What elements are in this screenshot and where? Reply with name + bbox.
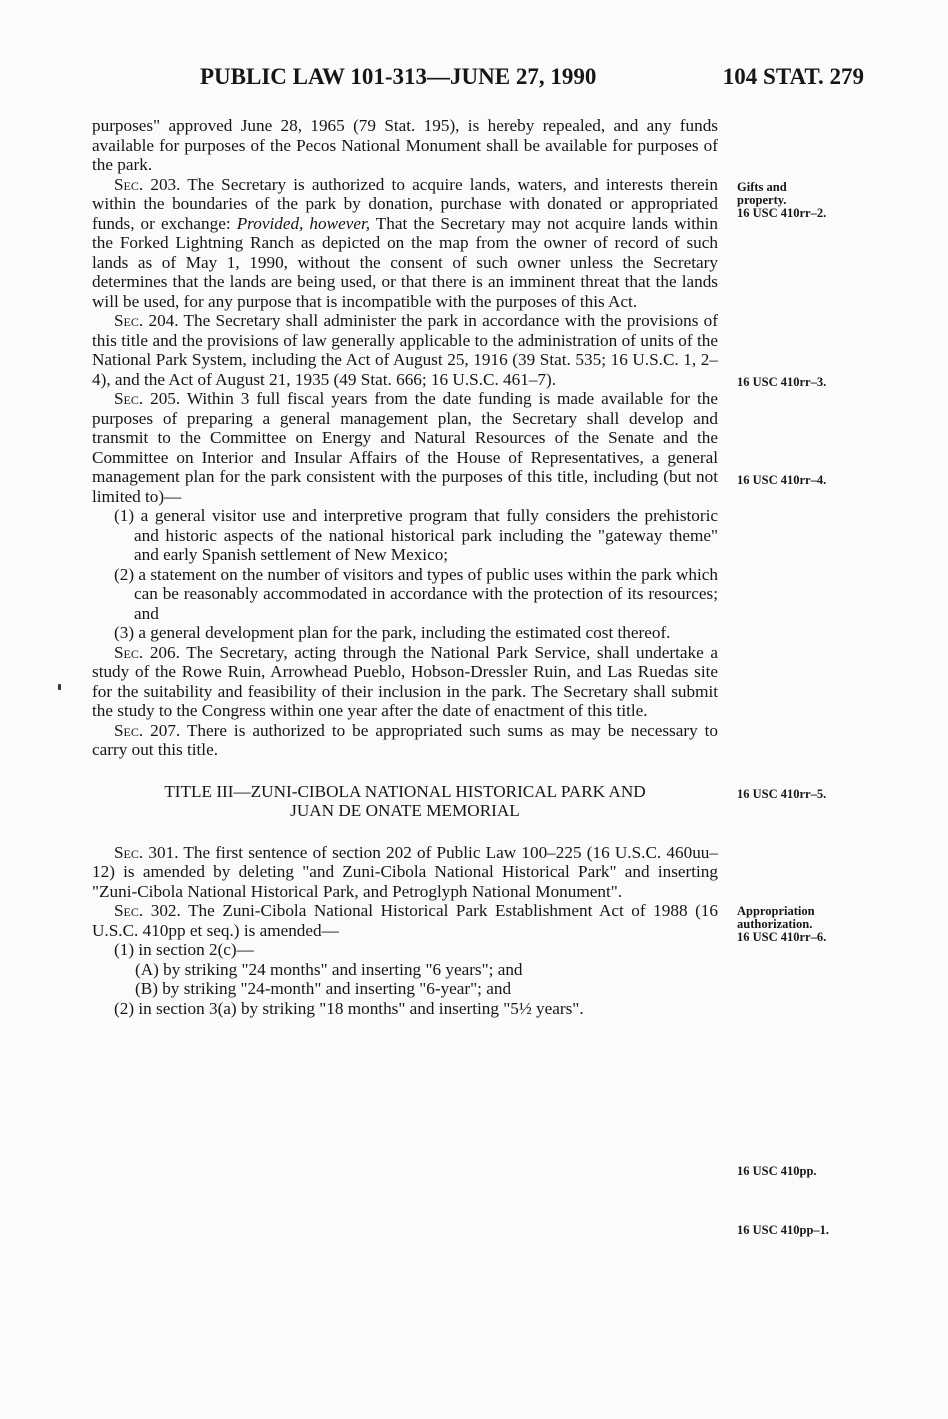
section-number: 207.: [143, 720, 187, 740]
section-205: [92, 389, 718, 506]
title-heading-line-2: JUAN DE ONATE MEMORIAL: [290, 801, 520, 820]
section-205-item-3: (3) a general development plan for the park, including the estimated cost thereof.: [114, 623, 671, 642]
margin-note-citation: 16 USC 410rr–6.: [737, 930, 827, 944]
title-heading-line-1: TITLE III—ZUNI-CIBOLA NATIONAL HISTORICAL PARK AND: [164, 781, 646, 801]
sec-label: Sec.: [114, 389, 144, 408]
statute-page-number: 104 STAT. 279: [722, 64, 864, 89]
section-number: 205.: [143, 389, 187, 408]
margin-note-citation: 16 USC 410rr–2.: [737, 206, 827, 220]
sec-label: Sec.: [114, 311, 144, 330]
section-301: [92, 843, 718, 902]
sec-label: Sec.: [114, 642, 144, 662]
sec-label: Sec.: [114, 720, 144, 740]
section-text: There is authorized to be appropriated such sums as may be necessary to carry out this title.: [92, 720, 718, 759]
margin-note-line: Appropriation: [737, 904, 815, 918]
margin-note-410rr-5: 16 USC 410rr–5.: [737, 787, 827, 801]
section-text: The first sentence of section 202 of Public Law 100–225 (16 U.S.C. 460uu–12) is amended by deleting "and Zuni-Cibola National Historical Park" and inserting "Zuni-Cibola National Historical Park, and Petroglyph National Monument".: [92, 842, 718, 901]
paragraph-continuation: purposes" approved June 28, 1965 (79 Stat. 195), is hereby repealed, and any funds available for purposes of the Pecos National Monument shall be available for purposes of the park.: [92, 116, 718, 174]
section-text: The Secretary is authorized to acquire lands, waters, and interests therein within the boundaries of the park by donation, purchase with donated or appropriated funds, or exchange:: [92, 174, 718, 233]
section-205-item-2: (2) a statement on the number of visitors and types of public uses within the park which can be reasonably accommodated in accordance with the protection of its resources; and: [114, 564, 718, 623]
section-text: Within 3 full fiscal years from the date funding is made available for the purposes of preparing a general management plan, the Secretary shall develop and transmit to the Committee on Energy and Natural Resources of the Senate and the Committee on Interior and Insular Affairs of the House of Representatives, a general management plan for the park consistent with the purposes of this title, including (but not limited to)—: [92, 389, 718, 506]
section-text: The Secretary, acting through the National Park Service, shall undertake a study of the Rowe Ruin, Arrowhead Pueblo, Hobson-Dressler Ruin, and Las Ruedas site for the suitability and feasibility of their inclusion in the park. The Secretary shall submit the study to the Congress within one year after the date of enactment of this title.: [92, 642, 718, 720]
section-text: The Secretary shall administer the park in accordance with the provisions of this title and the provisions of law generally applicable to the administration of units of the National Park System, including the Act of August 25, 1916 (39 Stat. 535; 16 U.S.C. 1, 2–4), and the Act of August 21, 1935 (49 Stat. 666; 16 U.S.C. 461–7).: [92, 311, 718, 389]
section-302-item-1a: (A) by striking "24 months" and inserting "6 years"; and: [135, 959, 523, 979]
margin-note-410pp-1: 16 USC 410pp–1.: [737, 1223, 830, 1237]
section-number: 203.: [143, 174, 188, 194]
section-204: [92, 311, 718, 389]
section-number: 204.: [143, 311, 184, 330]
sec-label: Sec.: [114, 842, 144, 862]
sec-label: Sec.: [114, 901, 144, 920]
section-302-item-2: (2) in section 3(a) by striking "18 months" and inserting "5½ years".: [114, 998, 584, 1018]
margin-note-line: authorization.: [737, 917, 813, 931]
section-302-item-1: (1) in section 2(c)—: [114, 940, 254, 959]
margin-note-410pp: 16 USC 410pp.: [737, 1164, 817, 1178]
running-head-title: PUBLIC LAW 101-313—JUNE 27, 1990: [200, 64, 597, 89]
body-text: [92, 116, 718, 1018]
section-207: [92, 721, 718, 760]
section-number: 206.: [143, 642, 187, 662]
section-302-item-1b: (B) by striking "24-month" and inserting "6-year"; and: [135, 979, 512, 998]
section-text-cont: That the Secretary may not acquire lands within the Forked Lightning Ranch as depicted on the map from the owner of record of such lands as of May 1, 1990, without the consent of such owner unless the Secretary determines that the lands are being used, or that there is an imminent threat that the lands will be used, for any purpose that is incompatible with the purposes of this Act.: [92, 213, 719, 311]
section-number: 301.: [143, 842, 184, 862]
margin-note-410rr-3: 16 USC 410rr–3.: [737, 375, 827, 389]
sec-label: Sec.: [114, 174, 144, 194]
scan-speck: [58, 684, 61, 690]
section-text: The Zuni-Cibola National Historical Park Establishment Act of 1988 (16 U.S.C. 410pp et seq.) is amended—: [92, 901, 718, 940]
section-205-item-1: (1) a general visitor use and interpretive program that fully considers the prehistoric and historic aspects of the national historical park including the "gateway theme" and early Spanish settlement of New Mexico;: [114, 506, 718, 564]
margin-note-gifts: [737, 181, 826, 220]
page-header: [92, 64, 864, 98]
section-203: [92, 175, 718, 312]
title-iii-heading: [92, 782, 718, 821]
margin-note-410rr-4: 16 USC 410rr–4.: [737, 473, 827, 487]
proviso-italic: Provided, however,: [236, 213, 371, 233]
margin-note-appropriation: [737, 905, 826, 944]
margin-note-line: property.: [737, 193, 787, 207]
section-302: [92, 901, 718, 940]
margin-note-line: Gifts and: [737, 180, 787, 194]
section-206: [92, 643, 718, 721]
section-number: 302.: [143, 901, 189, 920]
